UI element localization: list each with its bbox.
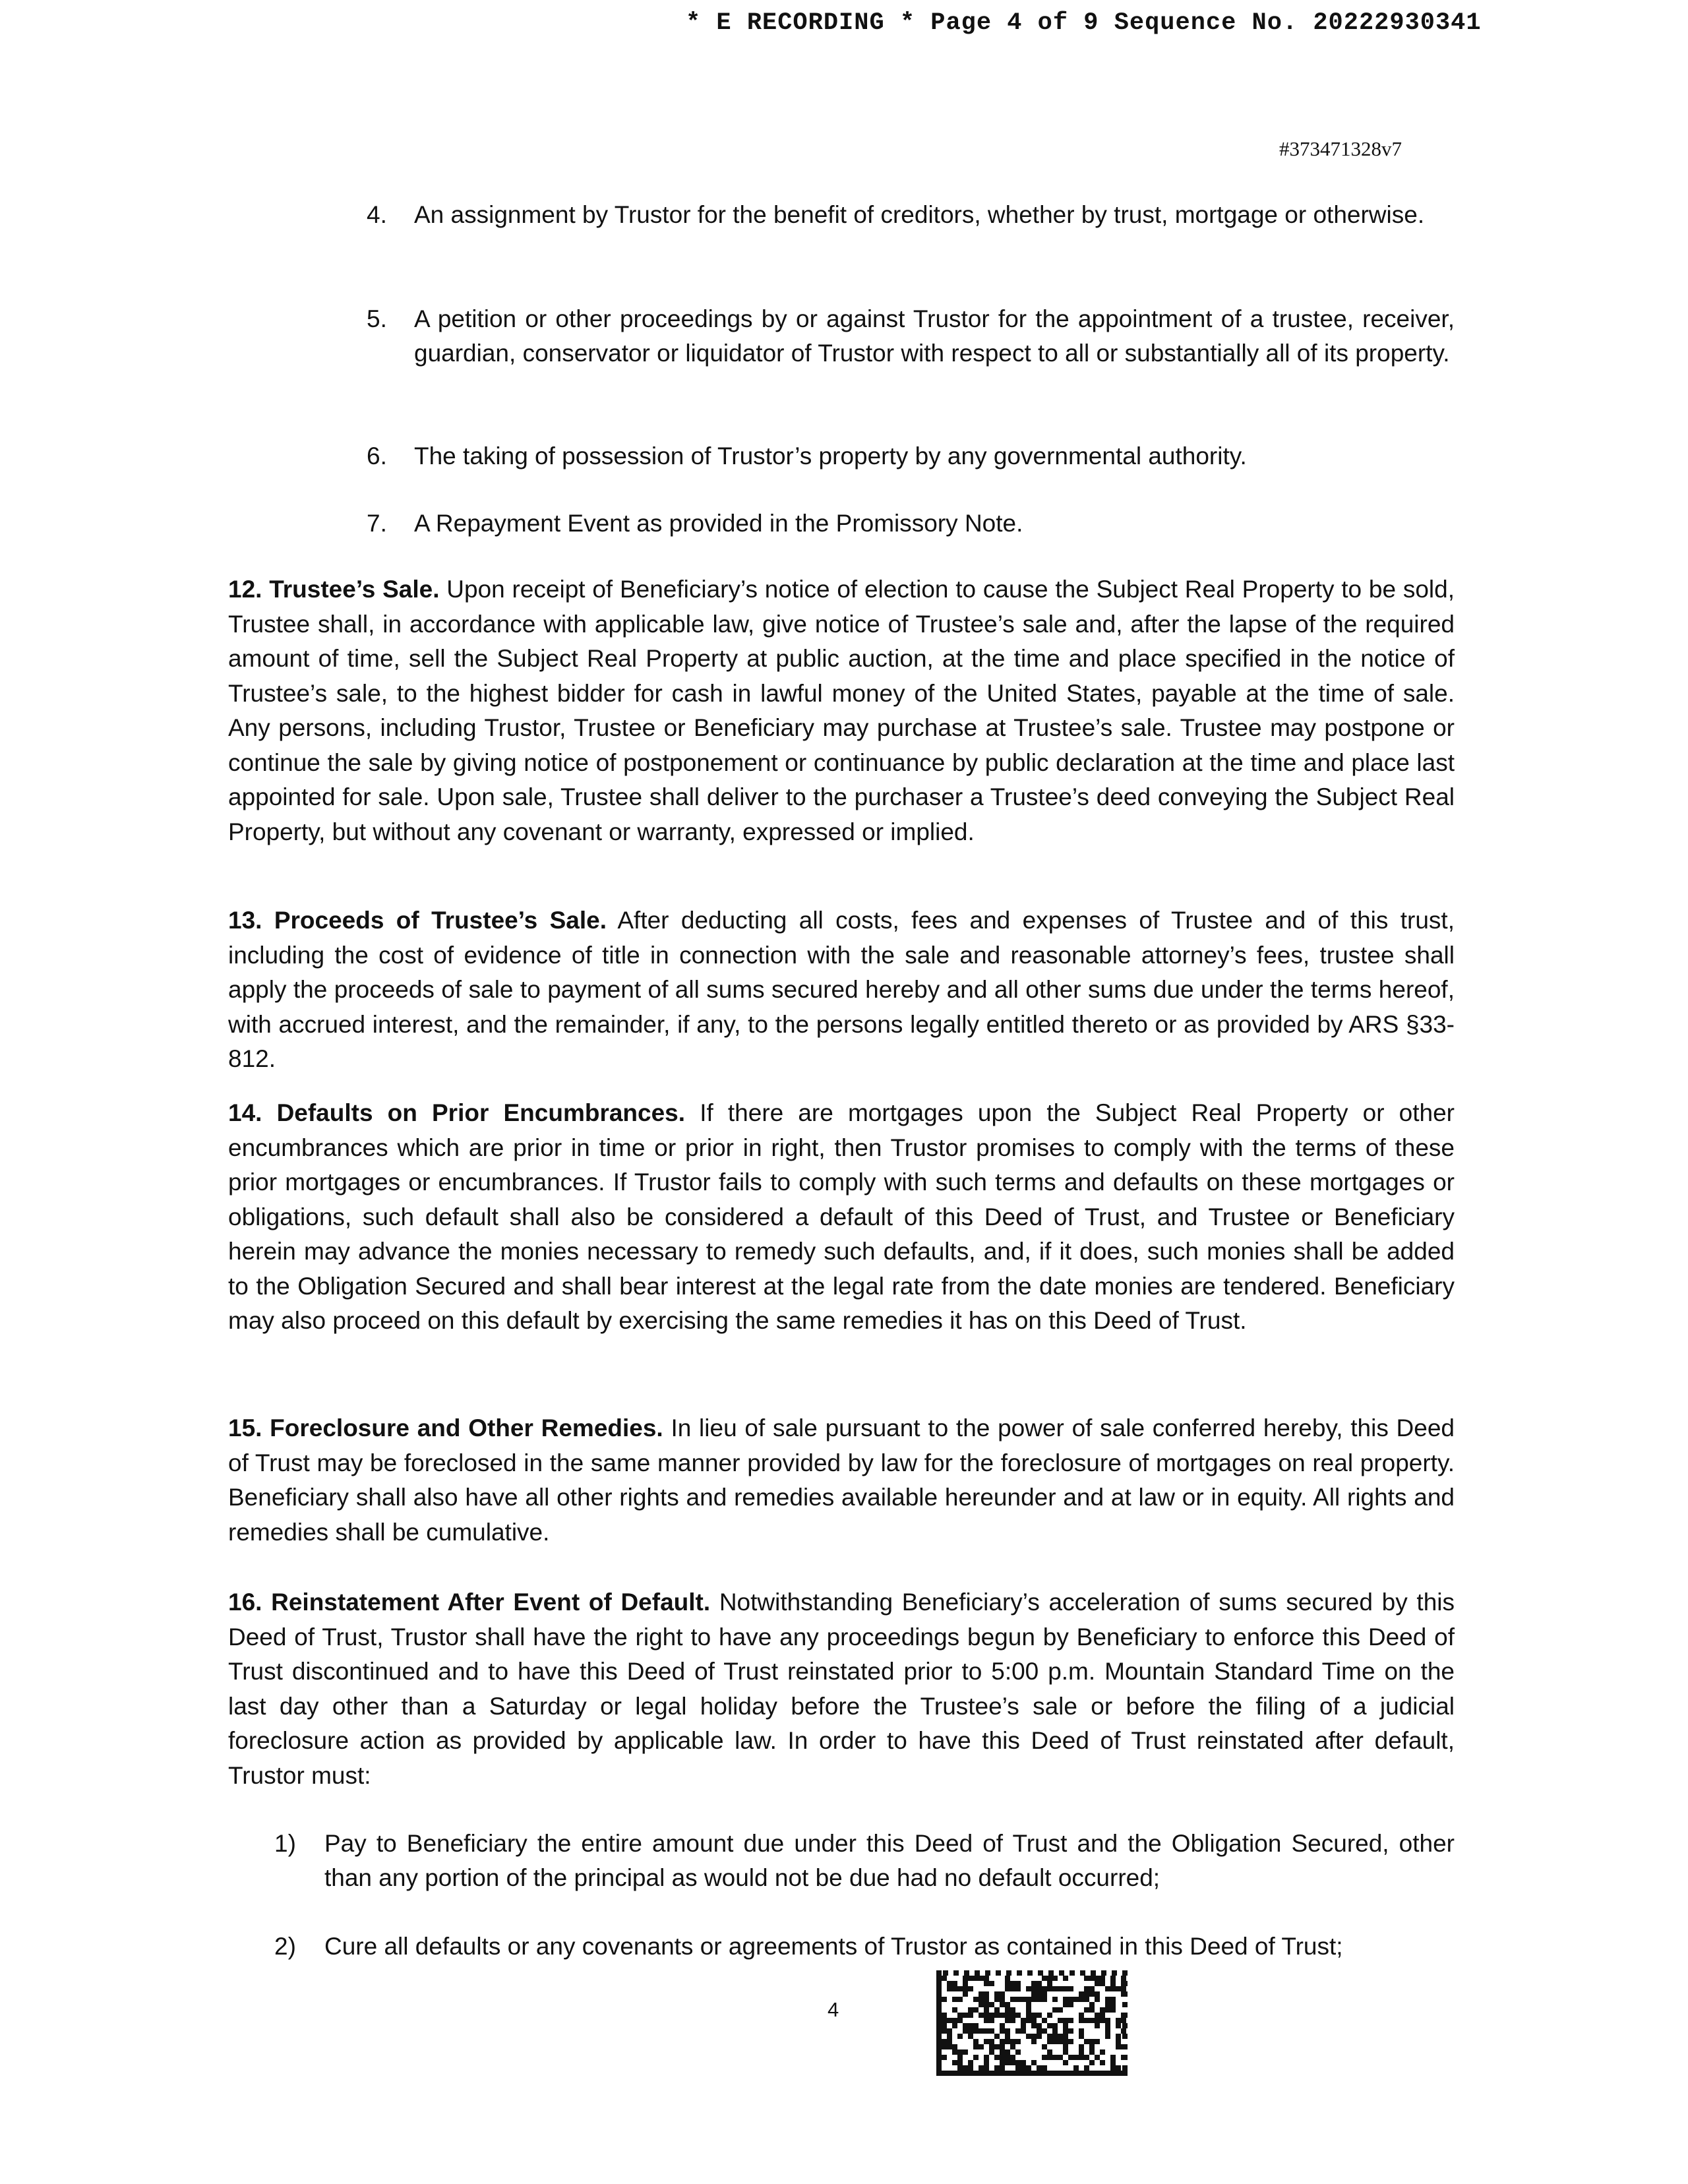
list-item xyxy=(274,1929,1455,1964)
section-heading: 13. Proceeds of Trustee’s Sale. xyxy=(228,907,607,934)
list-item xyxy=(274,1827,1455,1895)
list-item-number: 7. xyxy=(367,510,387,537)
list-item-number: 6. xyxy=(367,442,387,470)
list-item-number: 1) xyxy=(274,1830,296,1857)
section-body: Upon receipt of Beneficiary’s notice of election to cause the Subject Real Property to be sold, Trustee shall, in accordance with applicable law, give notice of Trustee’s sale and, after the lapse of the required amount of time, sell the Subject Real Property at public auction, at the time and place specified in the notice of Trustee’s sale, to the highest bidder for cash in lawful money of the United States, payable at the time of sale. Any persons, including Trustor, Trustee or Beneficiary may purchase at Trustee’s sale. Trustee may postpone or continue the sale by giving notice of postponement or continuance by public declaration at the time and place last appointed for sale. Upon sale, Trustee shall deliver to the purchaser a Trustee’s deed conveying the Subject Real Property, but without any covenant or warranty, expressed or implied. xyxy=(228,576,1455,845)
list-item-text: Cure all defaults or any covenants or agreements of Trustor as contained in this Deed of Trust; xyxy=(324,1933,1343,1960)
section-body: Notwithstanding Beneficiary’s acceleration of sums secured by this Deed of Trust, Trustor shall have the right to have any proceedings begun by Beneficiary to enforce this Deed of Trust discontinued and to have this Deed of Trust reinstated prior to 5:00 p.m. Mountain Standard Time on the last day other than a Saturday or legal holiday before the Trustee’s sale or before the filing of a judicial foreclosure action as provided by applicable law. In order to have this Deed of Trust reinstated after default, Trustor must: xyxy=(228,1589,1455,1789)
page-number: 4 xyxy=(828,1998,839,2021)
section-heading: 15. Foreclosure and Other Remedies. xyxy=(228,1414,663,1441)
list-item-number: 5. xyxy=(367,305,387,332)
section-foreclosure-remedies xyxy=(228,1411,1455,1550)
list-item-text: A Repayment Event as provided in the Promissory Note. xyxy=(414,510,1023,537)
section-reinstatement xyxy=(228,1585,1455,1793)
datamatrix-barcode-icon xyxy=(936,1970,1128,2076)
section-prior-encumbrances xyxy=(228,1096,1455,1339)
list-item-number: 4. xyxy=(367,201,387,228)
section-proceeds-of-sale xyxy=(228,903,1455,1077)
recording-header: * E RECORDING * Page 4 of 9 Sequence No. 20222930341 xyxy=(686,9,1482,37)
section-body: In lieu of sale pursuant to the power of sale conferred hereby, this Deed of Trust may be foreclosed in the same manner provided by law for the foreclosure of mortgages on real property. Beneficiary shall also have all other rights and remedies available hereunder and at law or in equity. All rights and remedies shall be cumulative. xyxy=(228,1414,1455,1546)
list-item-text: The taking of possession of Trustor’s property by any governmental authority. xyxy=(414,442,1247,470)
list-item xyxy=(367,439,1455,473)
section-body: After deducting all costs, fees and expenses of Trustee and of this trust, including the cost of evidence of title in connection with the sale and reasonable attorney’s fees, trustee shall apply the proceeds of sale to payment of all sums secured hereby and all other sums due under the terms hereof, with accrued interest, and the remainder, if any, to the persons legally entitled thereto or as provided by ARS §33-812. xyxy=(228,907,1455,1072)
section-heading: 12. Trustee’s Sale. xyxy=(228,576,440,603)
list-item xyxy=(367,506,1455,541)
list-item-text: Pay to Beneficiary the entire amount due under this Deed of Trust and the Obligation Secured, other than any portion of the principal as would not be due had no default occurred; xyxy=(324,1830,1455,1891)
list-item xyxy=(367,302,1455,371)
section-heading: 14. Defaults on Prior Encumbrances. xyxy=(228,1099,686,1126)
list-item xyxy=(367,198,1455,232)
section-heading: 16. Reinstatement After Event of Default. xyxy=(228,1589,711,1616)
list-item-text: An assignment by Trustor for the benefit of creditors, whether by trust, mortgage or otherwise. xyxy=(414,201,1425,228)
document-id: #373471328v7 xyxy=(1279,137,1402,160)
list-item-number: 2) xyxy=(274,1933,296,1960)
section-body: If there are mortgages upon the Subject Real Property or other encumbrances which are prior in time or prior in right, then Trustor promises to comply with the terms of these prior mortgages or encumbrances. If Trustor fails to comply with such terms and defaults on these mortgages or obligations, such default shall also be considered a default of this Deed of Trust, and Trustee or Beneficiary herein may advance the monies necessary to remedy such defaults, and, if it does, such monies shall be added to the Obligation Secured and shall bear interest at the legal rate from the date monies are tendered. Beneficiary may also proceed on this default by exercising the same remedies it has on this Deed of Trust. xyxy=(228,1099,1455,1334)
list-item-text: A petition or other proceedings by or against Trustor for the appointment of a trustee, receiver, guardian, conservator or liquidator of Trustor with respect to all or substantially all of its property. xyxy=(414,305,1455,367)
section-trustees-sale xyxy=(228,572,1455,849)
